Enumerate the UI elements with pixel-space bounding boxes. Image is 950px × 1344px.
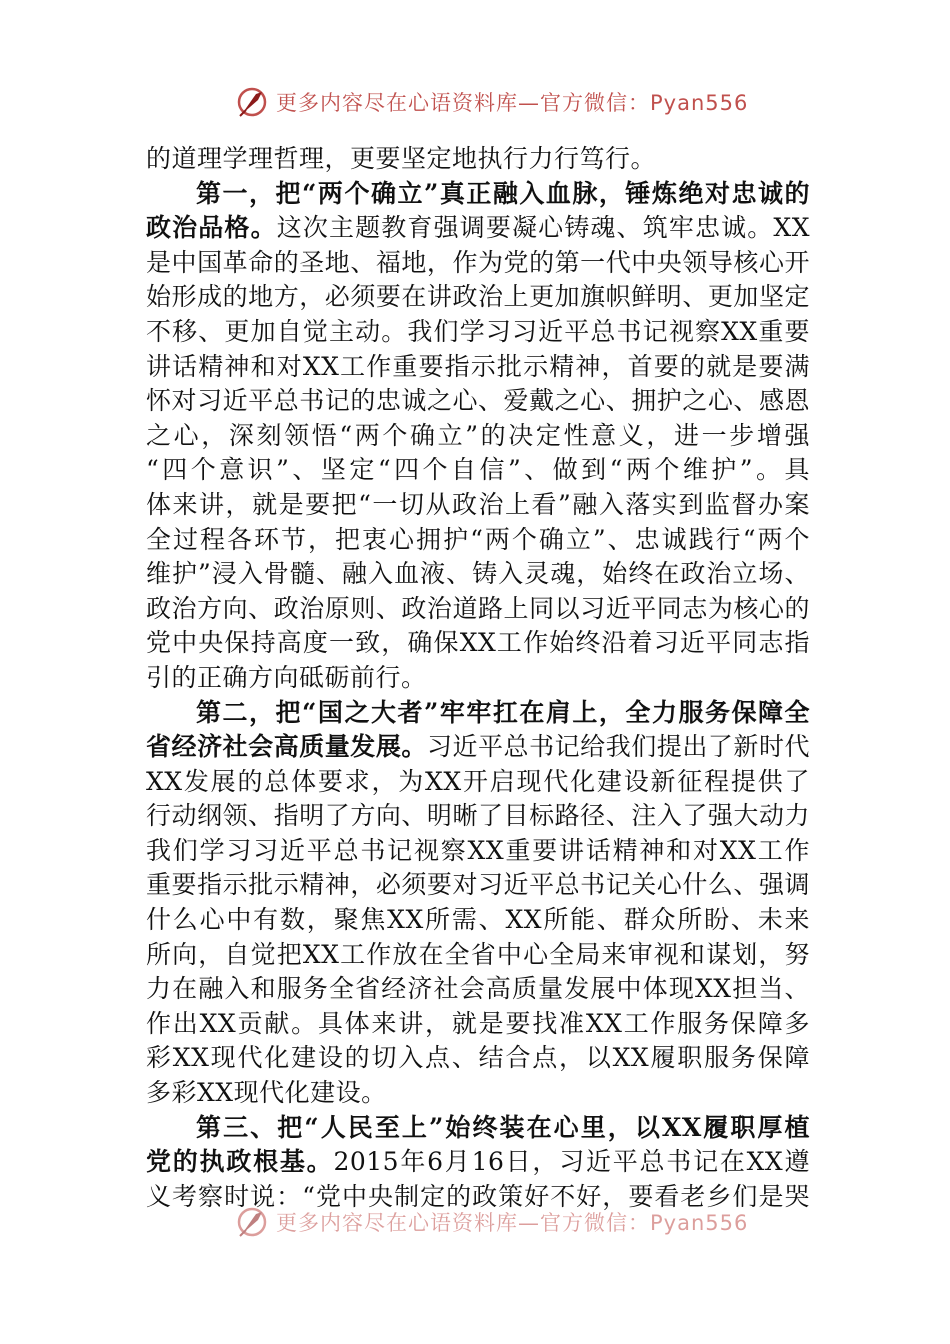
body-text: 所向，自觉把XX工作放在全省中心全局来审视和谋划，努 xyxy=(146,939,810,969)
body-text: 政治方向、政治原则、政治道路上同以习近平同志为核心的 xyxy=(146,593,810,623)
text-line xyxy=(146,1007,810,1042)
bold-heading-text: 党的执政根基。 xyxy=(146,1147,334,1177)
body-text: 多彩XX现代化建设。 xyxy=(146,1078,387,1108)
text-line xyxy=(146,696,810,731)
text-line xyxy=(146,1145,810,1180)
body-text: 全过程各环节，把衷心拥护“两个确立”、忠诚践行“两个 xyxy=(146,524,810,554)
body-text: 的道理学理哲理，更要坚定地执行力行笃行。 xyxy=(146,144,657,173)
text-line xyxy=(146,903,810,938)
text-line xyxy=(146,453,810,488)
text-line xyxy=(146,799,810,834)
body-text: 维护”浸入骨髓、融入血液、铸入灵魂，始终在政治立场、 xyxy=(146,559,810,589)
body-text: XX发展的总体要求，为XX开启现代化建设新征程提供了 xyxy=(146,766,810,796)
bold-heading-text: 第一，把“两个确立”真正融入血脉，锤炼绝对忠诚的 xyxy=(196,178,810,208)
body-text: 2015年6月16日，习近平总书记在XX遵 xyxy=(333,1147,810,1177)
text-line xyxy=(146,834,810,869)
body-text: 我们学习习近平总书记视察XX重要讲话精神和对XX工作 xyxy=(146,835,810,865)
text-line xyxy=(146,488,810,523)
text-line xyxy=(146,315,810,350)
body-text: 之心，深刻领悟“两个确立”的决定性意义，进一步增强 xyxy=(146,420,810,450)
text-line xyxy=(146,938,810,973)
body-text: 习近平总书记给我们提出了新时代 xyxy=(426,732,810,762)
body-text: 不移、更加自觉主动。我们学习习近平总书记视察XX重要 xyxy=(146,316,810,346)
text-line xyxy=(146,1041,810,1076)
text-line xyxy=(146,661,810,696)
text-line xyxy=(146,280,810,315)
body-text: 讲话精神和对XX工作重要指示批示精神，首要的就是要满 xyxy=(146,351,810,381)
header-watermark xyxy=(234,82,754,122)
body-text: 引的正确方向砥砺前行。 xyxy=(146,662,427,692)
body-text: 体来讲，就是要把“一切从政治上看”融入落实到监督办案 xyxy=(146,489,810,519)
text-line xyxy=(146,211,810,246)
text-line xyxy=(146,626,810,661)
watermark-text: 更多内容尽在心语资料库—官方微信：Pyan556 xyxy=(276,91,749,115)
footer-watermark xyxy=(234,1202,754,1242)
watermark-text: 更多内容尽在心语资料库—官方微信：Pyan556 xyxy=(276,1211,749,1235)
bold-heading-text: 省经济社会高质量发展。 xyxy=(146,732,427,762)
body-text: 始形成的地方，必须要在讲政治上更加旗帜鲜明、更加坚定 xyxy=(146,282,810,312)
body-text: 怀对习近平总书记的忠诚之心、爱戴之心、拥护之心、感恩 xyxy=(146,386,810,416)
body-text: 这次主题教育强调要凝心铸魂、筑牢忠诚。XX xyxy=(276,213,810,243)
document-body xyxy=(146,142,810,1214)
text-line xyxy=(146,765,810,800)
text-line xyxy=(146,557,810,592)
text-line xyxy=(146,384,810,419)
text-line xyxy=(146,972,810,1007)
text-line xyxy=(146,246,810,281)
body-text: 义考察时说：“党中央制定的政策好不好，要看老乡们是哭 xyxy=(146,1181,810,1211)
text-line xyxy=(146,350,810,385)
body-text: 行动纲领、指明了方向、明晰了目标路径、注入了强大动力 xyxy=(146,801,810,831)
text-line xyxy=(146,730,810,765)
text-line xyxy=(146,1076,810,1111)
text-line xyxy=(146,419,810,454)
text-line xyxy=(146,1111,810,1146)
quill-pen-logo-icon xyxy=(234,1204,270,1240)
body-text: 重要指示批示精神，必须要对习近平总书记关心什么、强调 xyxy=(146,870,810,900)
text-line xyxy=(146,142,810,177)
body-text: 彩XX现代化建设的切入点、结合点，以XX履职服务保障 xyxy=(146,1043,810,1073)
bold-heading-text: 第三、把“人民至上”始终装在心里，以XX履职厚植 xyxy=(196,1112,810,1142)
text-line xyxy=(146,523,810,558)
text-line xyxy=(146,177,810,212)
body-text: 党中央保持高度一致，确保XX工作始终沿着习近平同志指 xyxy=(146,628,810,658)
body-text: 是中国革命的圣地、福地，作为党的第一代中央领导核心开 xyxy=(146,247,810,277)
body-text: 什么心中有数，聚焦XX所需、XX所能、群众所盼、未来 xyxy=(146,905,810,935)
text-line xyxy=(146,868,810,903)
bold-heading-text: 政治品格。 xyxy=(146,213,277,243)
quill-pen-logo-icon xyxy=(234,84,270,120)
body-text: 作出XX贡献。具体来讲，就是要找准XX工作服务保障多 xyxy=(146,1008,810,1038)
bold-heading-text: 第二，把“国之大者”牢牢扛在肩上，全力服务保障全 xyxy=(196,697,810,727)
body-text: 力在融入和服务全省经济社会高质量发展中体现XX担当、 xyxy=(146,974,810,1004)
text-line xyxy=(146,592,810,627)
body-text: “四个意识”、坚定“四个自信”、做到“两个维护”。具 xyxy=(146,455,810,485)
